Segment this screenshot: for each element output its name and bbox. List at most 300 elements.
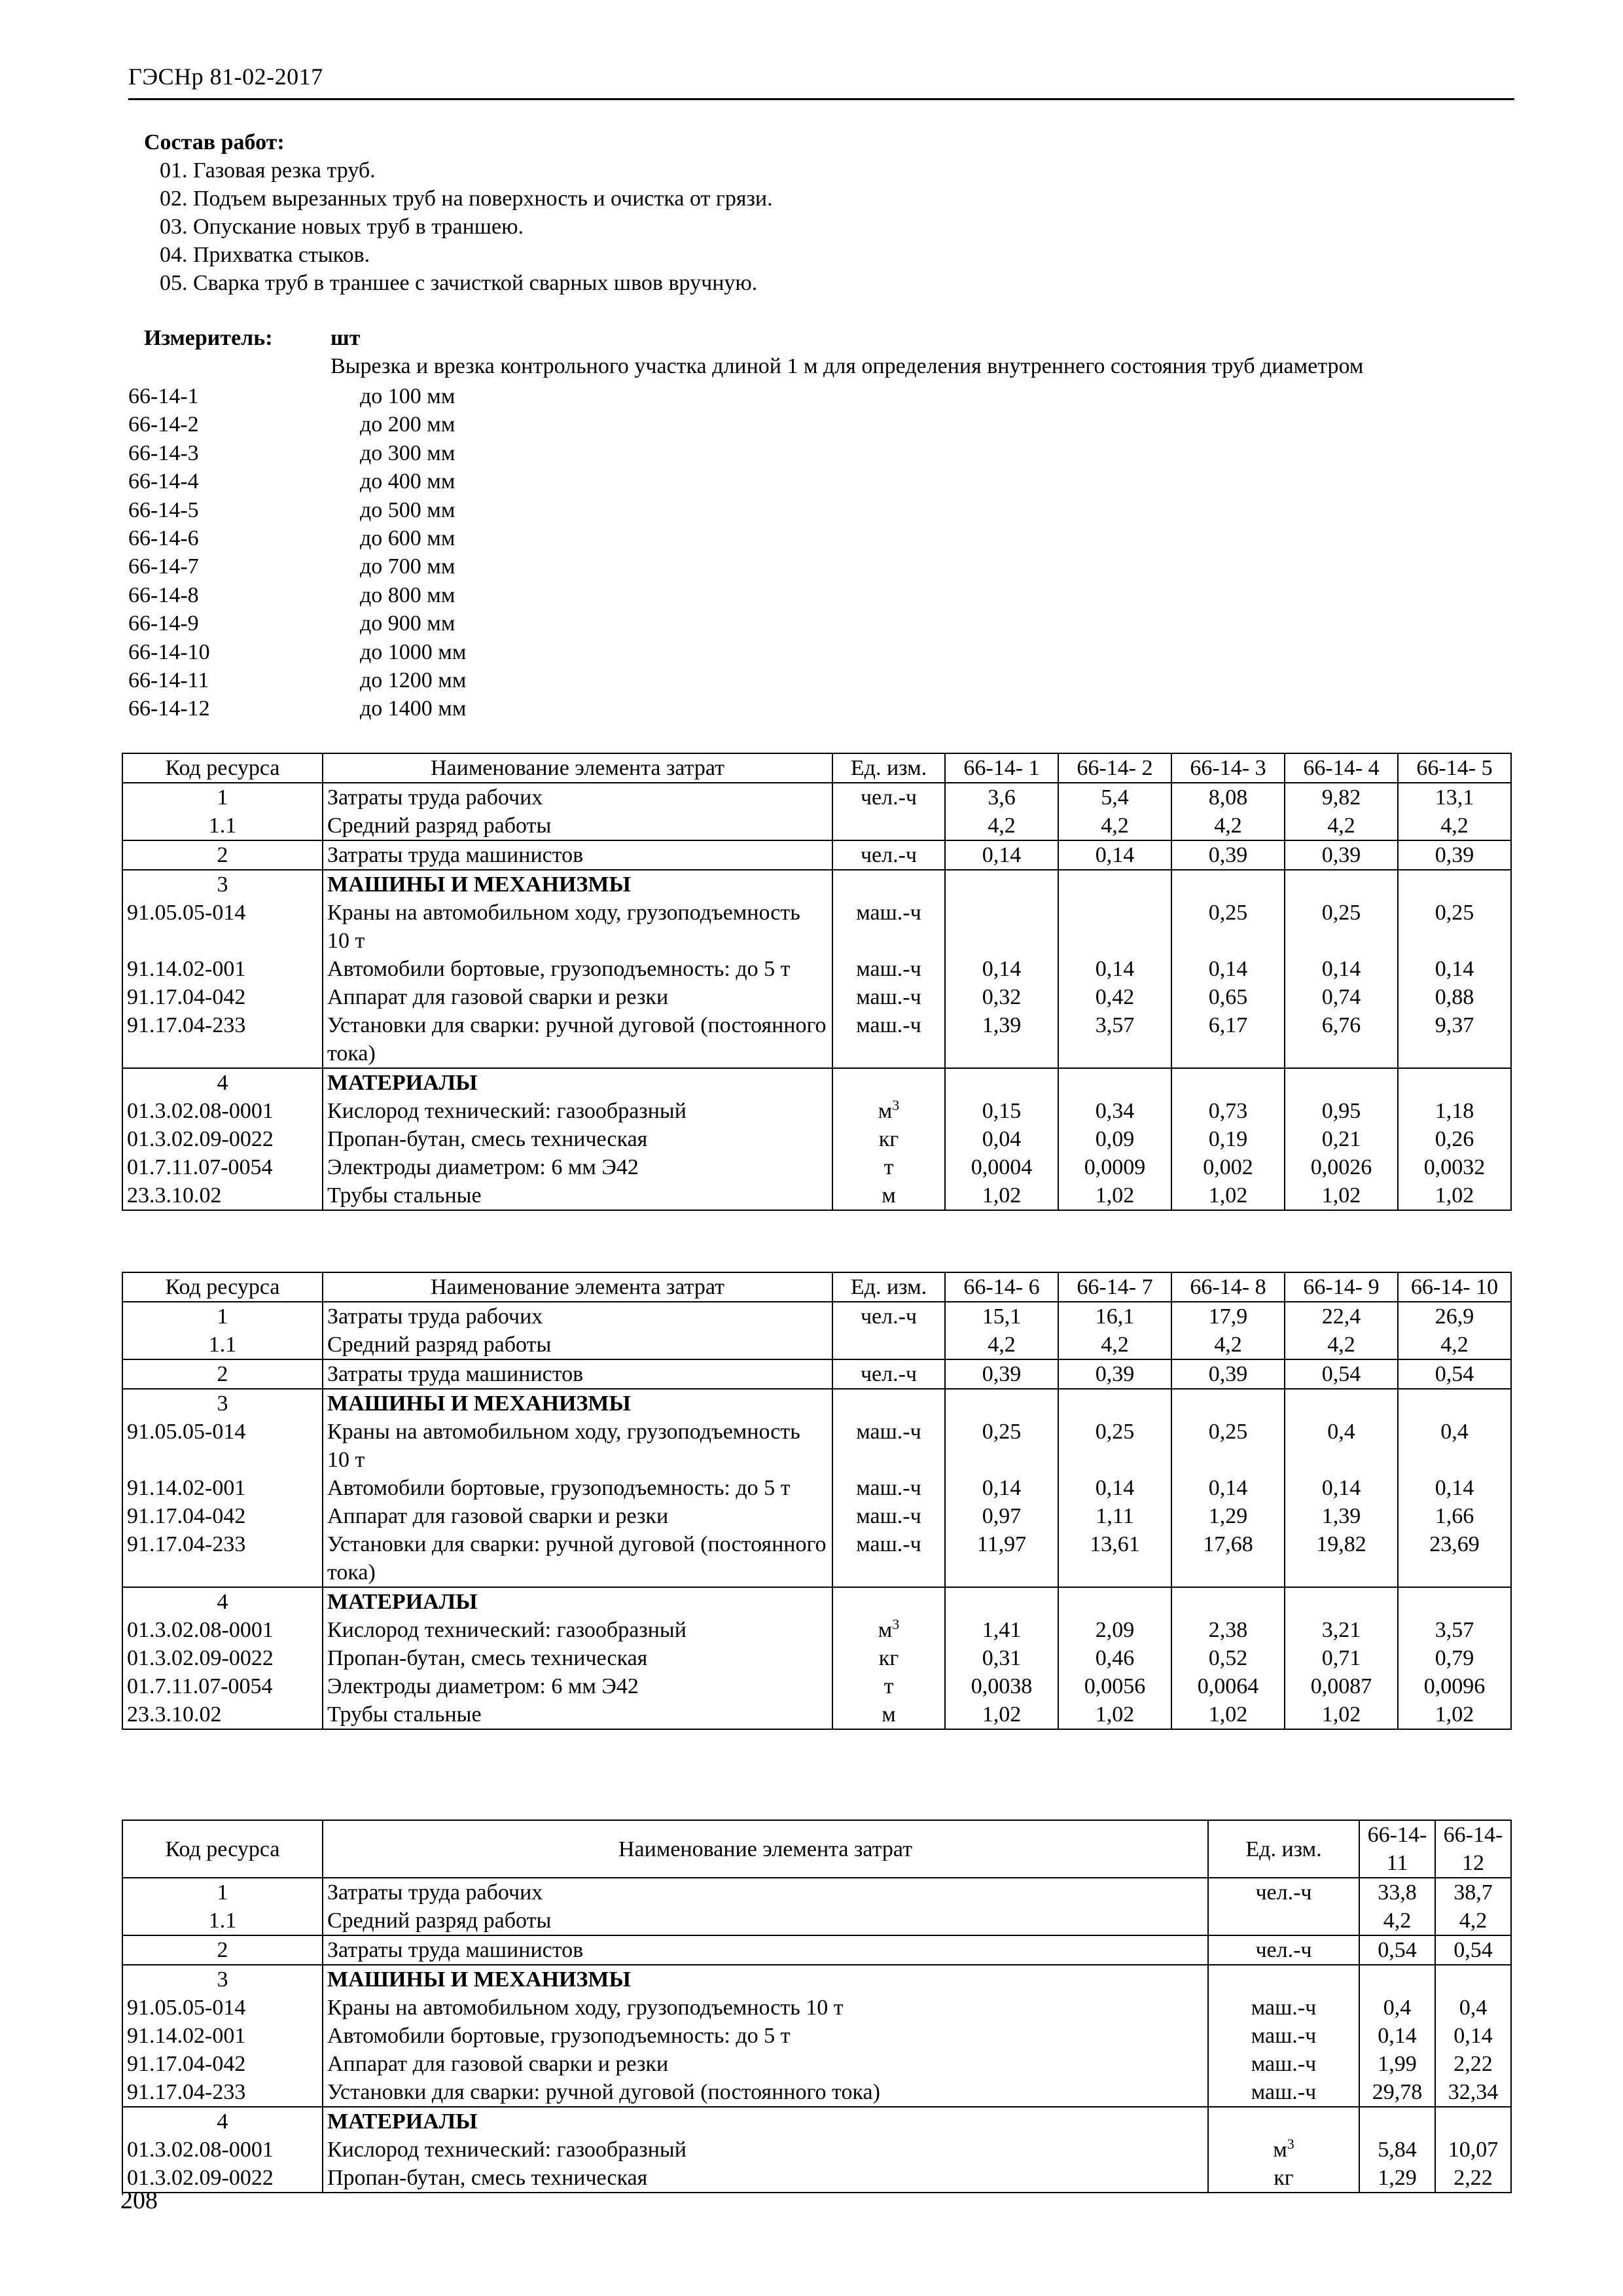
table-row <box>122 1181 1511 1210</box>
resource-name: Средний разряд работы <box>323 1331 832 1359</box>
norm-value: 0,54 <box>1435 1935 1511 1965</box>
resource-name: МАТЕРИАЛЫ <box>323 1068 832 1097</box>
norm-value: 0,4 <box>1398 1418 1511 1474</box>
resource-name: Трубы стальные <box>323 1700 832 1729</box>
resource-code: 1.1 <box>122 812 323 840</box>
resource-unit: $м^3$ <box>1208 2136 1359 2164</box>
resource-name: Аппарат для газовой сварки и резки <box>323 983 832 1011</box>
table-row <box>122 1672 1511 1700</box>
norm-value <box>1058 1587 1171 1616</box>
norm-value: 0,34 <box>1058 1097 1171 1125</box>
code-id: 66-14-10 <box>128 639 210 664</box>
resource-name: Краны на автомобильном ходу, грузоподъемность 10 т <box>323 1418 832 1474</box>
resource-name: Затраты труда машинистов <box>323 1935 1208 1965</box>
norm-value: 2,22 <box>1435 2164 1511 2193</box>
norm-value: 8,08 <box>1171 783 1285 812</box>
page-number: 208 <box>120 2187 158 2214</box>
resource-name: МАШИНЫ И МЕХАНИЗМЫ <box>323 1389 832 1418</box>
header-row <box>122 753 1511 783</box>
column-header-unit: Ед. изм. <box>832 1272 945 1302</box>
norm-value: 38,7 <box>1435 1878 1511 1907</box>
resource-name: МАТЕРИАЛЫ <box>323 2107 1208 2136</box>
resource-unit <box>832 1389 945 1418</box>
norm-value: 11,97 <box>945 1530 1058 1587</box>
norm-value: 1,02 <box>1171 1700 1285 1729</box>
resource-code: 01.3.02.09-0022 <box>122 1125 323 1153</box>
table-row <box>122 1418 1511 1474</box>
table-row <box>122 1474 1511 1502</box>
norm-value: 0,65 <box>1171 983 1285 1011</box>
norm-value: 0,14 <box>945 1474 1058 1502</box>
table-row <box>122 899 1511 955</box>
resource-unit: чел.-ч <box>832 840 945 870</box>
table-row <box>122 840 1511 870</box>
norm-value: 1,02 <box>1058 1181 1171 1210</box>
norm-value: 33,8 <box>1359 1878 1435 1907</box>
code-list-item <box>128 467 466 495</box>
norm-value <box>945 1389 1058 1418</box>
resource-unit: кг <box>1208 2164 1359 2193</box>
code-desc: до 100 мм <box>360 384 455 408</box>
norm-value: 0,54 <box>1285 1359 1398 1389</box>
resource-name: Кислород технический: газообразный <box>323 2136 1208 2164</box>
norm-value: 1,66 <box>1398 1502 1511 1530</box>
norm-value: 0,04 <box>945 1125 1058 1153</box>
norm-value: 0,14 <box>1435 2022 1511 2050</box>
table-row <box>122 1097 1511 1125</box>
norm-value <box>1171 1389 1285 1418</box>
resource-unit: чел.-ч <box>832 1359 945 1389</box>
norm-value: 0,0087 <box>1285 1672 1398 1700</box>
column-header-norm: 66-14- 5 <box>1398 753 1511 783</box>
norm-value <box>1285 1389 1398 1418</box>
code-desc: до 600 мм <box>360 526 455 551</box>
norm-value: 0,25 <box>1171 899 1285 955</box>
table-row <box>122 2164 1511 2193</box>
norm-value: 1,29 <box>1359 2164 1435 2193</box>
resource-code: 1 <box>122 783 323 812</box>
norm-value <box>1285 870 1398 899</box>
column-header-norm: 66-14- 1 <box>945 753 1058 783</box>
norm-value: 0,88 <box>1398 983 1511 1011</box>
norm-value: 17,9 <box>1171 1302 1285 1331</box>
resource-name: Трубы стальные <box>323 1181 832 1210</box>
resource-code: 91.05.05-014 <box>122 1418 323 1474</box>
norm-value: 9,37 <box>1398 1011 1511 1068</box>
norm-value: 4,2 <box>1435 1907 1511 1935</box>
resource-code: 3 <box>122 870 323 899</box>
norm-value: 23,69 <box>1398 1530 1511 1587</box>
code-list-item <box>128 694 466 723</box>
norm-value: 4,2 <box>1285 1331 1398 1359</box>
code-list-item <box>128 439 466 467</box>
resource-code: 91.17.04-042 <box>122 2050 323 2078</box>
norm-value <box>945 899 1058 955</box>
norm-value: 0,54 <box>1398 1359 1511 1389</box>
header-row <box>122 1820 1511 1878</box>
norm-value: 0,25 <box>1285 899 1398 955</box>
norm-value: 0,25 <box>1171 1418 1285 1474</box>
resource-unit: маш.-ч <box>832 1474 945 1502</box>
column-header-norm: 66-14- 3 <box>1171 753 1285 783</box>
resource-name: Автомобили бортовые, грузоподъемность: до 5 т <box>323 955 832 983</box>
resource-unit <box>832 812 945 840</box>
code-id: 66-14-3 <box>128 440 199 465</box>
resource-name: Кислород технический: газообразный <box>323 1097 832 1125</box>
code-desc: до 400 мм <box>360 469 455 494</box>
norm-value: 0,97 <box>945 1502 1058 1530</box>
norm-value <box>1398 1389 1511 1418</box>
table-row <box>122 2107 1511 2136</box>
norm-value: 4,2 <box>1171 812 1285 840</box>
resource-unit: маш.-ч <box>832 1502 945 1530</box>
norm-value: 0,79 <box>1398 1644 1511 1672</box>
norm-value: 0,0004 <box>945 1153 1058 1181</box>
norm-value: 0,54 <box>1359 1935 1435 1965</box>
resource-name: МАТЕРИАЛЫ <box>323 1587 832 1616</box>
table-row <box>122 1587 1511 1616</box>
resource-code: 1 <box>122 1878 323 1907</box>
column-header-norm: 66-14- 2 <box>1058 753 1171 783</box>
norm-value: 0,4 <box>1435 1994 1511 2022</box>
code-id: 66-14-5 <box>128 497 199 522</box>
norm-value: 0,14 <box>1398 1474 1511 1502</box>
table-row <box>122 1878 1511 1907</box>
resource-unit: $м^3$ <box>832 1097 945 1125</box>
column-header-unit: Ед. изм. <box>832 753 945 783</box>
running-title: ГЭСНр 81-02-2017 <box>128 63 323 90</box>
resource-code: 23.3.10.02 <box>122 1700 323 1729</box>
table-header <box>122 1820 1511 1878</box>
table-row <box>122 1994 1511 2022</box>
table-row <box>122 783 1511 812</box>
column-header-norm: 66-14- 9 <box>1285 1272 1398 1302</box>
norm-value: 6,76 <box>1285 1011 1398 1068</box>
norm-value: 26,9 <box>1398 1302 1511 1331</box>
resource-unit: чел.-ч <box>1208 1878 1359 1907</box>
norm-value <box>1285 1068 1398 1097</box>
code-id: 66-14-11 <box>128 668 209 693</box>
norm-value: 0,46 <box>1058 1644 1171 1672</box>
norm-value: 0,14 <box>1058 1474 1171 1502</box>
resource-name: Кислород технический: газообразный <box>323 1616 832 1644</box>
resource-name: Пропан-бутан, смесь техническая <box>323 2164 1208 2193</box>
norm-value: 0,002 <box>1171 1153 1285 1181</box>
work-item: 01. Газовая резка труб. <box>160 158 376 183</box>
norm-value <box>1435 2107 1511 2136</box>
resource-name: Затраты труда рабочих <box>323 1878 1208 1907</box>
resource-code: 01.3.02.09-0022 <box>122 1644 323 1672</box>
table-row <box>122 1502 1511 1530</box>
code-desc: до 700 мм <box>360 554 455 579</box>
resource-code: 91.17.04-042 <box>122 983 323 1011</box>
superscript-three: 3 <box>1287 2136 1294 2152</box>
norm-value: 4,2 <box>945 812 1058 840</box>
code-desc: до 800 мм <box>360 583 455 607</box>
resource-code: 3 <box>122 1965 323 1994</box>
code-desc: до 500 мм <box>360 497 455 522</box>
resource-code: 4 <box>122 1068 323 1097</box>
norm-value: 0,21 <box>1285 1125 1398 1153</box>
norm-value: 1,02 <box>1285 1181 1398 1210</box>
resource-code: 91.05.05-014 <box>122 899 323 955</box>
resource-code: 91.17.04-233 <box>122 1011 323 1068</box>
resource-name: Установки для сварки: ручной дуговой (постоянного тока) <box>323 2078 1208 2107</box>
norm-value <box>945 870 1058 899</box>
column-header-norm: 66-14- 12 <box>1435 1820 1511 1878</box>
norm-value: 0,0032 <box>1398 1153 1511 1181</box>
norm-value: 0,14 <box>1398 955 1511 983</box>
resource-code: 4 <box>122 1587 323 1616</box>
resource-code: 01.3.02.08-0001 <box>122 1097 323 1125</box>
resource-code: 23.3.10.02 <box>122 1181 323 1210</box>
work-item: 03. Опускание новых труб в траншею. <box>160 215 524 239</box>
superscript-three: 3 <box>892 1097 900 1113</box>
resource-code: 2 <box>122 1359 323 1389</box>
norm-value: 1,29 <box>1171 1502 1285 1530</box>
norm-value: 0,19 <box>1171 1125 1285 1153</box>
norm-value: 0,73 <box>1171 1097 1285 1125</box>
code-list-item <box>128 638 466 666</box>
table-row <box>122 1530 1511 1587</box>
resource-code: 01.7.11.07-0054 <box>122 1153 323 1181</box>
resource-code: 01.3.02.08-0001 <box>122 2136 323 2164</box>
norm-value: 1,02 <box>1171 1181 1285 1210</box>
norm-value: 4,2 <box>1398 812 1511 840</box>
norm-value: 0,4 <box>1285 1418 1398 1474</box>
table-row <box>122 2136 1511 2164</box>
code-desc: до 1200 мм <box>360 668 467 693</box>
column-header-norm: 66-14- 4 <box>1285 753 1398 783</box>
column-header-norm: 66-14- 7 <box>1058 1272 1171 1302</box>
table-row <box>122 1907 1511 1935</box>
norm-value: 0,14 <box>1171 955 1285 983</box>
norm-value: 0,0026 <box>1285 1153 1398 1181</box>
table-row <box>122 1616 1511 1644</box>
column-header-norm: 66-14- 6 <box>945 1272 1058 1302</box>
resource-code: 01.3.02.09-0022 <box>122 2164 323 2193</box>
table-row <box>122 1153 1511 1181</box>
resource-name: Затраты труда рабочих <box>323 1302 832 1331</box>
norm-value <box>1359 2107 1435 2136</box>
norm-value: 4,2 <box>945 1331 1058 1359</box>
code-list-item <box>128 666 466 694</box>
norm-value: 0,74 <box>1285 983 1398 1011</box>
resource-code: 1.1 <box>122 1907 323 1935</box>
norm-value: 4,2 <box>1171 1331 1285 1359</box>
norm-value: 2,22 <box>1435 2050 1511 2078</box>
code-list-item <box>128 609 466 637</box>
resource-unit <box>832 1587 945 1616</box>
norm-value: 1,41 <box>945 1616 1058 1644</box>
norm-value: 0,95 <box>1285 1097 1398 1125</box>
norm-value <box>1058 1389 1171 1418</box>
norm-value: 9,82 <box>1285 783 1398 812</box>
norm-value <box>1435 1965 1511 1994</box>
norm-value: 0,14 <box>945 955 1058 983</box>
norm-value <box>1171 1587 1285 1616</box>
resource-unit: маш.-ч <box>832 1418 945 1474</box>
table-body <box>122 1878 1511 2193</box>
resource-name: Затраты труда машинистов <box>323 840 832 870</box>
table-row <box>122 983 1511 1011</box>
norm-value: 32,34 <box>1435 2078 1511 2107</box>
resource-name: Аппарат для газовой сварки и резки <box>323 2050 1208 2078</box>
norm-value <box>1058 1068 1171 1097</box>
table-row <box>122 2078 1511 2107</box>
norm-value: 4,2 <box>1285 812 1398 840</box>
norm-value: 1,99 <box>1359 2050 1435 2078</box>
resource-name: Установки для сварки: ручной дуговой (постоянного тока) <box>323 1011 832 1068</box>
table-header <box>122 753 1511 783</box>
norm-value: 0,14 <box>945 840 1058 870</box>
norm-value: 13,61 <box>1058 1530 1171 1587</box>
table-row <box>122 955 1511 983</box>
table-row <box>122 1302 1511 1331</box>
code-desc: до 900 мм <box>360 611 455 636</box>
norm-value: 0,15 <box>945 1097 1058 1125</box>
work-item: 02. Подъем вырезанных труб на поверхность и очистка от грязи. <box>160 187 773 211</box>
resource-unit: маш.-ч <box>832 955 945 983</box>
measure-value: шт <box>330 326 361 350</box>
norm-value <box>1058 899 1171 955</box>
table-row <box>122 1389 1511 1418</box>
norm-value: 29,78 <box>1359 2078 1435 2107</box>
table-row <box>122 812 1511 840</box>
norm-value: 2,38 <box>1171 1616 1285 1644</box>
column-header-name: Наименование элемента затрат <box>323 1272 832 1302</box>
table-row <box>122 1965 1511 1994</box>
table-row <box>122 1068 1511 1097</box>
resource-name: МАШИНЫ И МЕХАНИЗМЫ <box>323 870 832 899</box>
section-caption: Вырезка и врезка контрольного участка длиной 1 м для определения внутреннего состояния труб диаметром <box>330 354 1364 378</box>
norm-value: 22,4 <box>1285 1302 1398 1331</box>
code-id: 66-14-8 <box>128 583 199 607</box>
norm-value <box>1398 1068 1511 1097</box>
resource-code: 2 <box>122 1935 323 1965</box>
resource-unit: кг <box>832 1125 945 1153</box>
work-item: 05. Сварка труб в траншее с зачисткой сварных швов вручную. <box>160 271 758 295</box>
norm-value: 0,0064 <box>1171 1672 1285 1700</box>
table-row <box>122 1935 1511 1965</box>
resource-code: 3 <box>122 1389 323 1418</box>
code-desc: до 200 мм <box>360 412 455 437</box>
norm-value <box>945 1587 1058 1616</box>
column-header-code: Код ресурса <box>122 1272 323 1302</box>
resource-unit: чел.-ч <box>832 1302 945 1331</box>
norm-value: 0,39 <box>945 1359 1058 1389</box>
resource-name: Краны на автомобильном ходу, грузоподъемность 10 т <box>323 899 832 955</box>
table-row <box>122 1700 1511 1729</box>
table-body <box>122 783 1511 1210</box>
norm-value: 0,52 <box>1171 1644 1285 1672</box>
measure-label: Измеритель: <box>144 326 273 350</box>
resource-unit <box>832 1331 945 1359</box>
table-row <box>122 1359 1511 1389</box>
code-id: 66-14-12 <box>128 696 210 721</box>
resource-unit: маш.-ч <box>832 899 945 955</box>
resource-code: 1.1 <box>122 1331 323 1359</box>
resource-name: МАШИНЫ И МЕХАНИЗМЫ <box>323 1965 1208 1994</box>
norm-value: 4,2 <box>1398 1331 1511 1359</box>
norm-value: 0,32 <box>945 983 1058 1011</box>
norm-value: 0,14 <box>1058 955 1171 983</box>
norms-table-2 <box>122 1272 1512 1730</box>
resource-code: 01.7.11.07-0054 <box>122 1672 323 1700</box>
resource-unit: маш.-ч <box>1208 2022 1359 2050</box>
table-header <box>122 1272 1511 1302</box>
column-header-code: Код ресурса <box>122 753 323 783</box>
norm-value <box>1171 1068 1285 1097</box>
code-id: 66-14-4 <box>128 469 199 494</box>
resource-code: 01.3.02.08-0001 <box>122 1616 323 1644</box>
norm-value: 0,0009 <box>1058 1153 1171 1181</box>
norm-value: 13,1 <box>1398 783 1511 812</box>
norm-value <box>1171 870 1285 899</box>
resource-name: Электроды диаметром: 6 мм Э42 <box>323 1153 832 1181</box>
table-row <box>122 1331 1511 1359</box>
resource-name: Установки для сварки: ручной дуговой (постоянного тока) <box>323 1530 832 1587</box>
code-id: 66-14-9 <box>128 611 199 636</box>
norm-value: 0,42 <box>1058 983 1171 1011</box>
resource-unit: м <box>832 1700 945 1729</box>
header-row <box>122 1272 1511 1302</box>
resource-code: 91.05.05-014 <box>122 1994 323 2022</box>
column-header-code: Код ресурса <box>122 1820 323 1878</box>
resource-unit: кг <box>832 1644 945 1672</box>
table-row <box>122 870 1511 899</box>
norm-value: 0,0096 <box>1398 1672 1511 1700</box>
table-row <box>122 2022 1511 2050</box>
resource-name: Затраты труда машинистов <box>323 1359 832 1389</box>
work-item: 04. Прихватка стыков. <box>160 243 370 267</box>
norms-table-3 <box>122 1820 1512 2193</box>
norm-value: 0,14 <box>1171 1474 1285 1502</box>
code-list-item <box>128 552 466 581</box>
resource-code: 91.17.04-042 <box>122 1502 323 1530</box>
norm-value <box>1058 870 1171 899</box>
resource-unit <box>1208 1965 1359 1994</box>
norm-value: 1,11 <box>1058 1502 1171 1530</box>
code-list-item <box>128 410 466 439</box>
resource-name: Автомобили бортовые, грузоподъемность: до 5 т <box>323 2022 1208 2050</box>
norm-value: 0,0038 <box>945 1672 1058 1700</box>
work-composition <box>144 128 773 297</box>
resource-code: 91.14.02-001 <box>122 2022 323 2050</box>
norm-value <box>1359 1965 1435 1994</box>
norm-value: 3,57 <box>1058 1011 1171 1068</box>
resource-code: 91.17.04-233 <box>122 2078 323 2107</box>
resource-code: 91.14.02-001 <box>122 1474 323 1502</box>
norm-value: 0,14 <box>1285 1474 1398 1502</box>
resource-name: Затраты труда рабочих <box>323 783 832 812</box>
column-header-unit: Ед. изм. <box>1208 1820 1359 1878</box>
norm-value: 0,71 <box>1285 1644 1398 1672</box>
norm-value: 0,09 <box>1058 1125 1171 1153</box>
norm-value: 5,84 <box>1359 2136 1435 2164</box>
code-list <box>128 382 466 723</box>
norm-value: 1,02 <box>1285 1700 1398 1729</box>
norm-value: 0,25 <box>945 1418 1058 1474</box>
norm-value: 15,1 <box>945 1302 1058 1331</box>
resource-name: Краны на автомобильном ходу, грузоподъемность 10 т <box>323 1994 1208 2022</box>
norm-value: 2,09 <box>1058 1616 1171 1644</box>
norm-value: 1,18 <box>1398 1097 1511 1125</box>
header-rule <box>128 98 1514 100</box>
code-desc: до 300 мм <box>360 440 455 465</box>
norm-value: 0,39 <box>1285 840 1398 870</box>
resource-unit <box>1208 2107 1359 2136</box>
